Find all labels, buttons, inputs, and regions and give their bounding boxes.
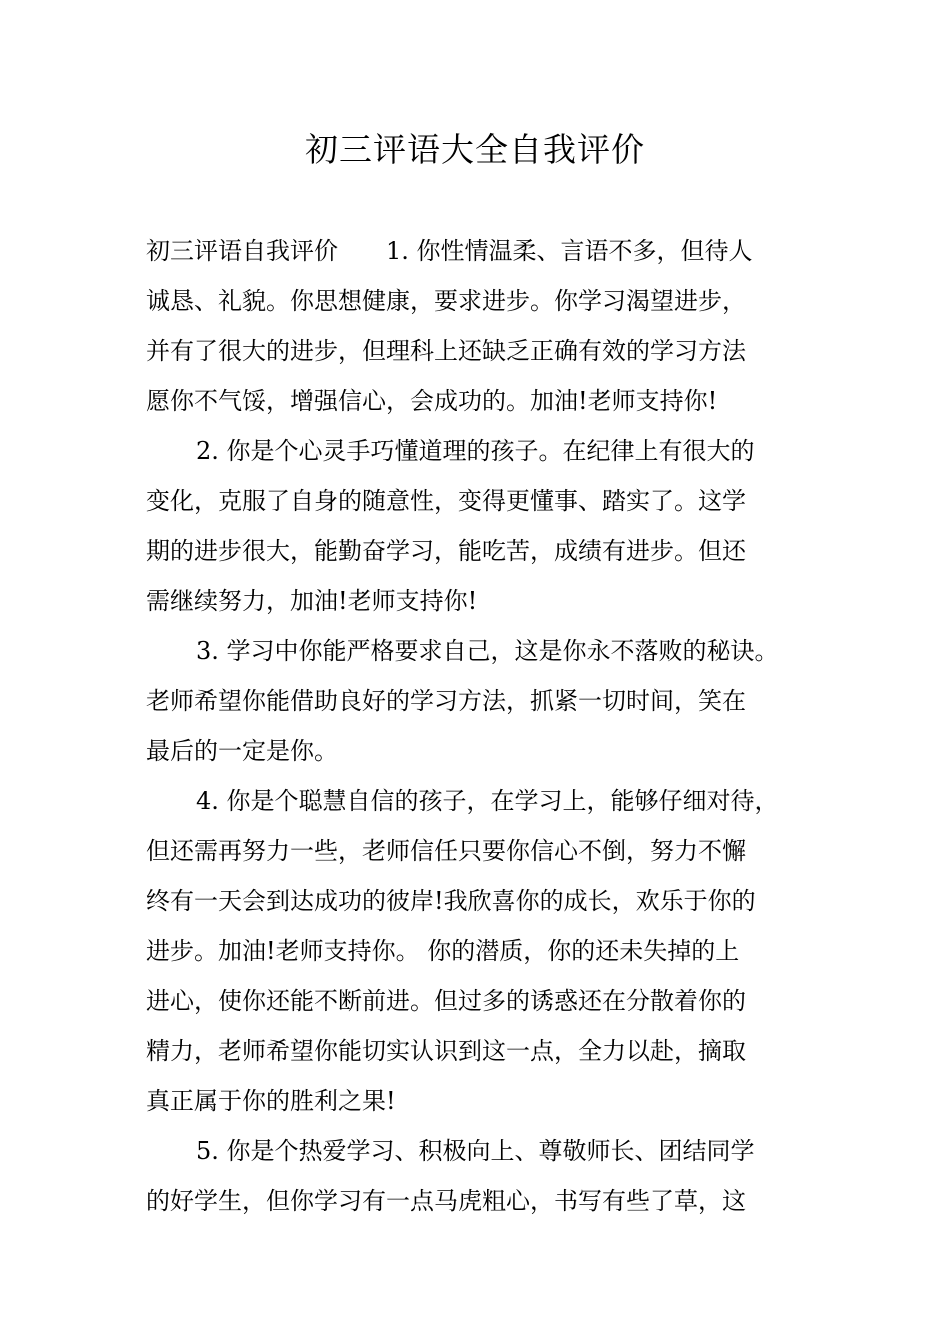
body-line: 期的进步很大，能勤奋学习，能吃苦，成绩有进步。但还 bbox=[146, 537, 746, 565]
body-line: 精力，老师希望你能切实认识到这一点，全力以赴，摘取 bbox=[146, 1037, 746, 1065]
body-line: 进心，使你还能不断前进。但过多的诱惑还在分散着你的 bbox=[146, 987, 746, 1015]
body-line: 但还需再努力一些，老师信任只要你信心不倒，努力不懈 bbox=[146, 837, 746, 865]
body-line: 初三评语自我评价 1. 你性情温柔、言语不多，但待人 bbox=[146, 237, 753, 265]
body-line: 并有了很大的进步，但理科上还缺乏正确有效的学习方法 bbox=[146, 337, 746, 365]
body-line: 老师希望你能借助良好的学习方法，抓紧一切时间，笑在 bbox=[146, 687, 746, 715]
body-line: 2. 你是个心灵手巧懂道理的孩子。在纪律上有很大的 bbox=[196, 437, 755, 465]
body-line: 的好学生，但你学习有一点马虎粗心，书写有些了草，这 bbox=[146, 1187, 746, 1215]
body-line: 愿你不气馁，增强信心，会成功的。加油!老师支持你! bbox=[146, 387, 718, 415]
body-line: 4. 你是个聪慧自信的孩子，在学习上，能够仔细对待， bbox=[196, 787, 779, 815]
body-line: 变化，克服了自身的随意性，变得更懂事、踏实了。这学 bbox=[146, 487, 746, 515]
document-body bbox=[146, 226, 836, 1226]
body-line: 需继续努力，加油!老师支持你! bbox=[146, 587, 478, 615]
body-line: 最后的一定是你。 bbox=[146, 737, 338, 765]
body-line: 真正属于你的胜利之果! bbox=[146, 1087, 396, 1115]
document-title: 初三评语大全自我评价 bbox=[305, 130, 645, 169]
body-line: 3. 学习中你能严格要求自己，这是你永不落败的秘诀。 bbox=[196, 637, 779, 665]
body-line: 5. 你是个热爱学习、积极向上、尊敬师长、团结同学 bbox=[196, 1137, 755, 1165]
body-line: 进步。加油!老师支持你。 你的潜质，你的还未失掉的上 bbox=[146, 937, 740, 965]
body-line: 诚恳、礼貌。你思想健康，要求进步。你学习渴望进步， bbox=[146, 287, 746, 315]
body-line: 终有一天会到达成功的彼岸!我欣喜你的成长，欢乐于你的 bbox=[146, 887, 756, 915]
